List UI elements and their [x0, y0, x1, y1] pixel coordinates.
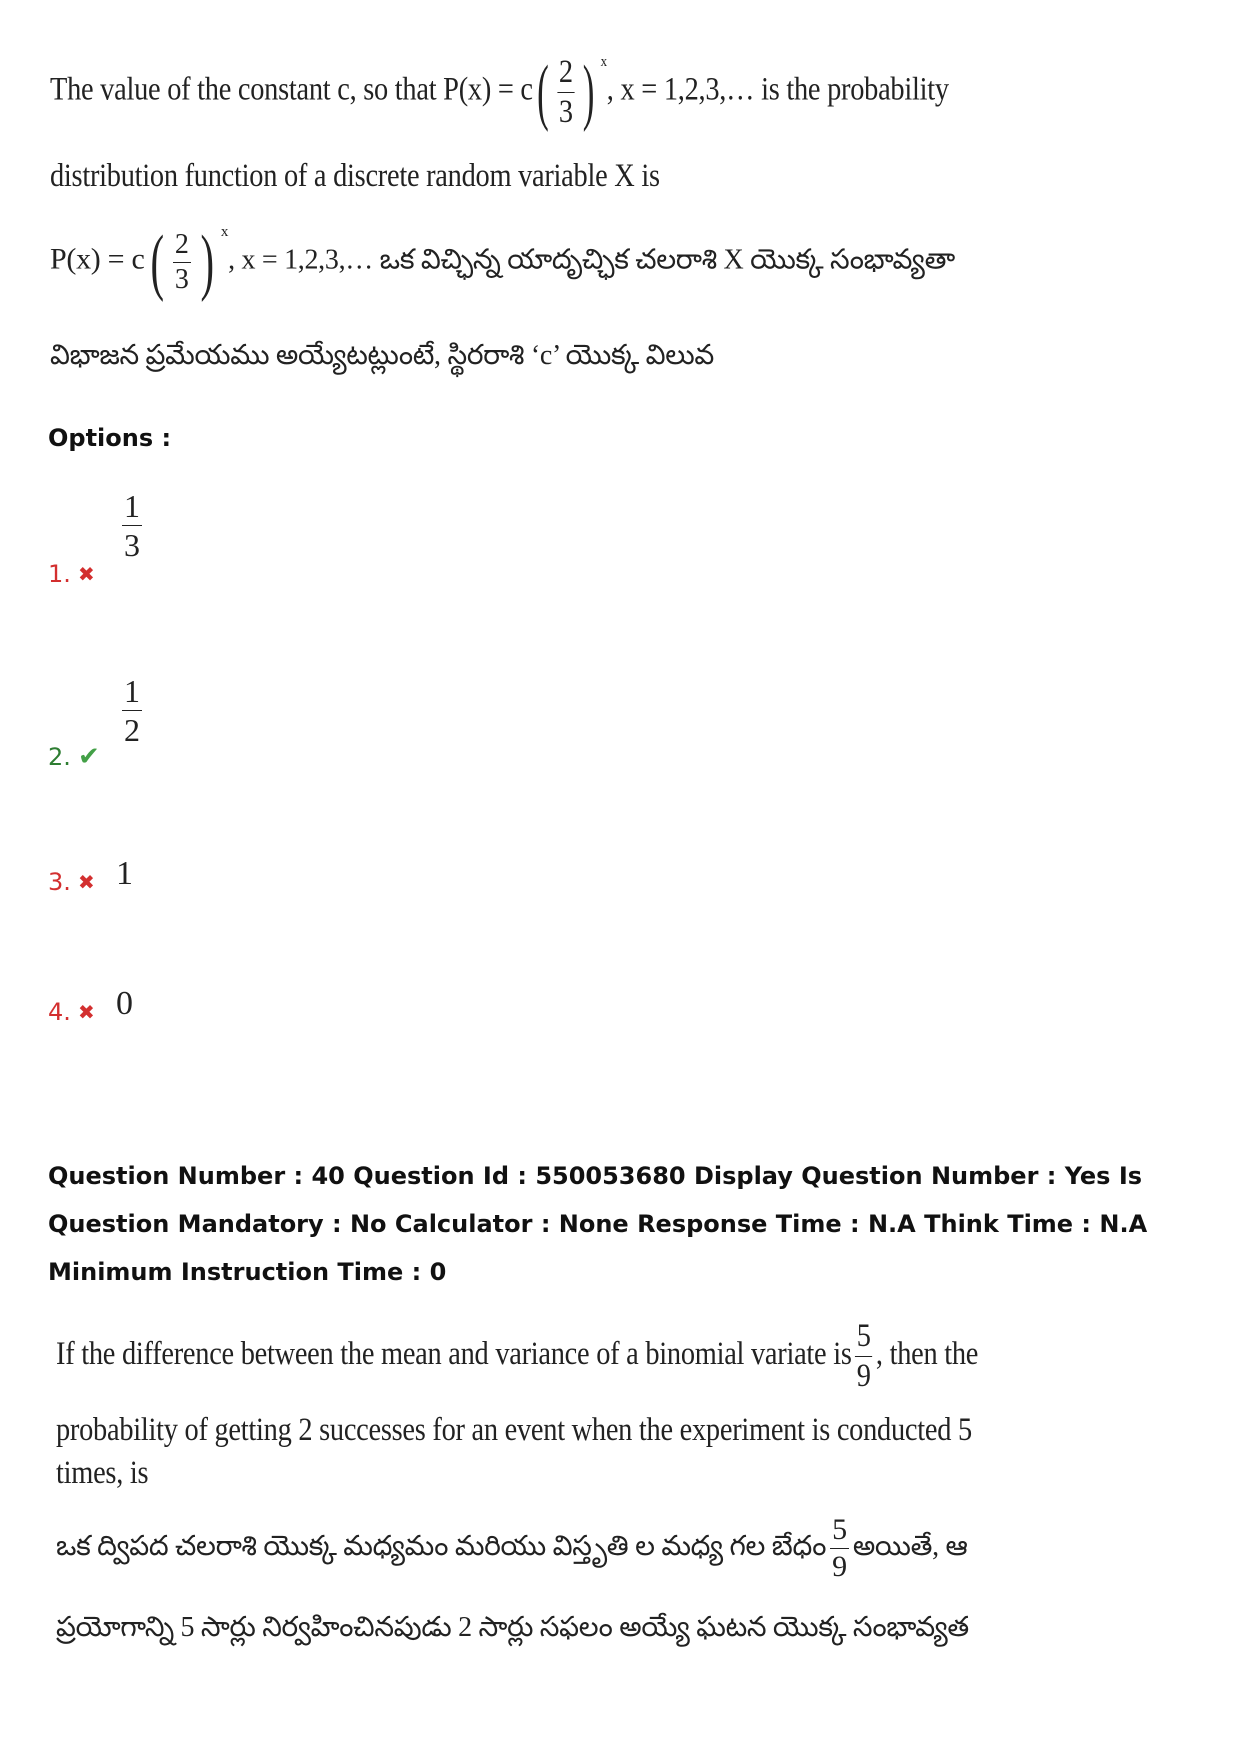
- question-40-en-line3: times, is: [56, 1455, 149, 1491]
- wrong-icon: ✖: [78, 562, 95, 586]
- option-3[interactable]: [48, 868, 118, 896]
- question-40-te-line2: ప్రయోగాన్ని 5 సార్లు నిర్వహించినపుడు 2 సార్లు సఫలం అయ్యే ఘటన యొక్క సంభావ్యత: [56, 1612, 969, 1643]
- option-3-value: 1: [116, 855, 133, 892]
- q40-te-text-pre: ఒక ద్విపద చలరాశి యొక్క మధ్యమం మరియు విస్తృతి ల మధ్య గల బేధం: [56, 1530, 827, 1562]
- option-4[interactable]: [48, 998, 118, 1026]
- q39-te-fraction: [173, 228, 191, 295]
- q39-en-text-pre: The value of the constant c, so that P(x) = c: [50, 71, 533, 108]
- q39-en-text-post: , x = 1,2,3,… is the probability: [606, 71, 949, 108]
- q40-te-fraction-numerator: 5: [832, 1513, 847, 1546]
- q40-en-fraction: [855, 1320, 872, 1393]
- q40-te-text-post: అయితే, ఆ: [852, 1530, 968, 1562]
- q40-te-fraction: [830, 1515, 849, 1582]
- question-40-te-line1: [56, 1515, 968, 1582]
- option-2-denominator: 2: [124, 712, 140, 748]
- question-39-te-line2: విభాజన ప్రమేయము అయ్యేటట్లుంటే, స్థిరరాశి ‘c’ యొక్క విలువ: [50, 340, 715, 371]
- question-39-en-line1: [50, 51, 949, 133]
- q39-en-fraction-power: ( $\frac{2}{3}$ ) x: [537, 51, 607, 133]
- option-1-numerator: 1: [124, 488, 140, 524]
- q40-fraction-denominator: 9: [856, 1358, 871, 1394]
- question-40-meta: Question Number : 40 Question Id : 550053680 Display Question Number : Yes Is Question Mandatory : No Calculator : None Response Time : N.A Think Time : N.A Minimum Instruction Time : 0: [48, 1162, 1148, 1286]
- option-1[interactable]: [48, 560, 118, 588]
- option-2[interactable]: [48, 742, 118, 772]
- option-1-number: 1.: [48, 560, 71, 588]
- q40-fraction-numerator: 5: [856, 1318, 871, 1354]
- option-1-denominator: 3: [124, 527, 140, 563]
- question-39-en-line2: distribution function of a discrete random variable X is: [50, 158, 660, 194]
- option-4-number: 4.: [48, 998, 71, 1026]
- options-label: Options :: [48, 424, 172, 452]
- q39-te-fraction-power: ( $\frac{2}{3}$ ) x: [149, 221, 229, 303]
- option-2-number: 2.: [48, 743, 71, 771]
- q40-en-text-pre: If the difference between the mean and variance of a binomial variate is: [56, 1336, 852, 1373]
- q39-te-fraction-denominator: 3: [174, 263, 189, 295]
- option-2-numerator: 1: [124, 673, 140, 709]
- q39-fraction-numerator: 2: [558, 53, 573, 90]
- q39-te-fraction-numerator: 2: [174, 228, 189, 260]
- option-1-fraction: [122, 490, 142, 561]
- wrong-icon: ✖: [78, 1000, 95, 1024]
- wrong-icon: ✖: [78, 870, 95, 894]
- q40-en-text-post: , then the: [875, 1336, 979, 1373]
- option-4-value: 0: [116, 985, 133, 1022]
- option-3-number: 3.: [48, 868, 71, 896]
- q39-en-fraction: [557, 53, 574, 130]
- question-40-en-line2: probability of getting 2 successes for an event when the experiment is conducted 5: [56, 1412, 972, 1448]
- question-40-en-line1: [56, 1320, 978, 1393]
- question-39-te-line1: [50, 221, 955, 303]
- q39-exponent: x: [600, 53, 607, 70]
- q39-fraction-denominator: 3: [558, 93, 573, 130]
- check-icon: ✔: [78, 742, 100, 772]
- q39-te-exponent: x: [220, 223, 229, 240]
- q39-te-text-pre: P(x) = c: [50, 242, 145, 276]
- q40-te-fraction-denominator: 9: [832, 1550, 847, 1583]
- option-2-fraction: [122, 675, 142, 746]
- q39-te-text-post: , x = 1,2,3,… ఒక విచ్ఛిన్న యాదృచ్ఛిక చలరాశి X యొక్క సంభావ్యతా: [228, 244, 955, 276]
